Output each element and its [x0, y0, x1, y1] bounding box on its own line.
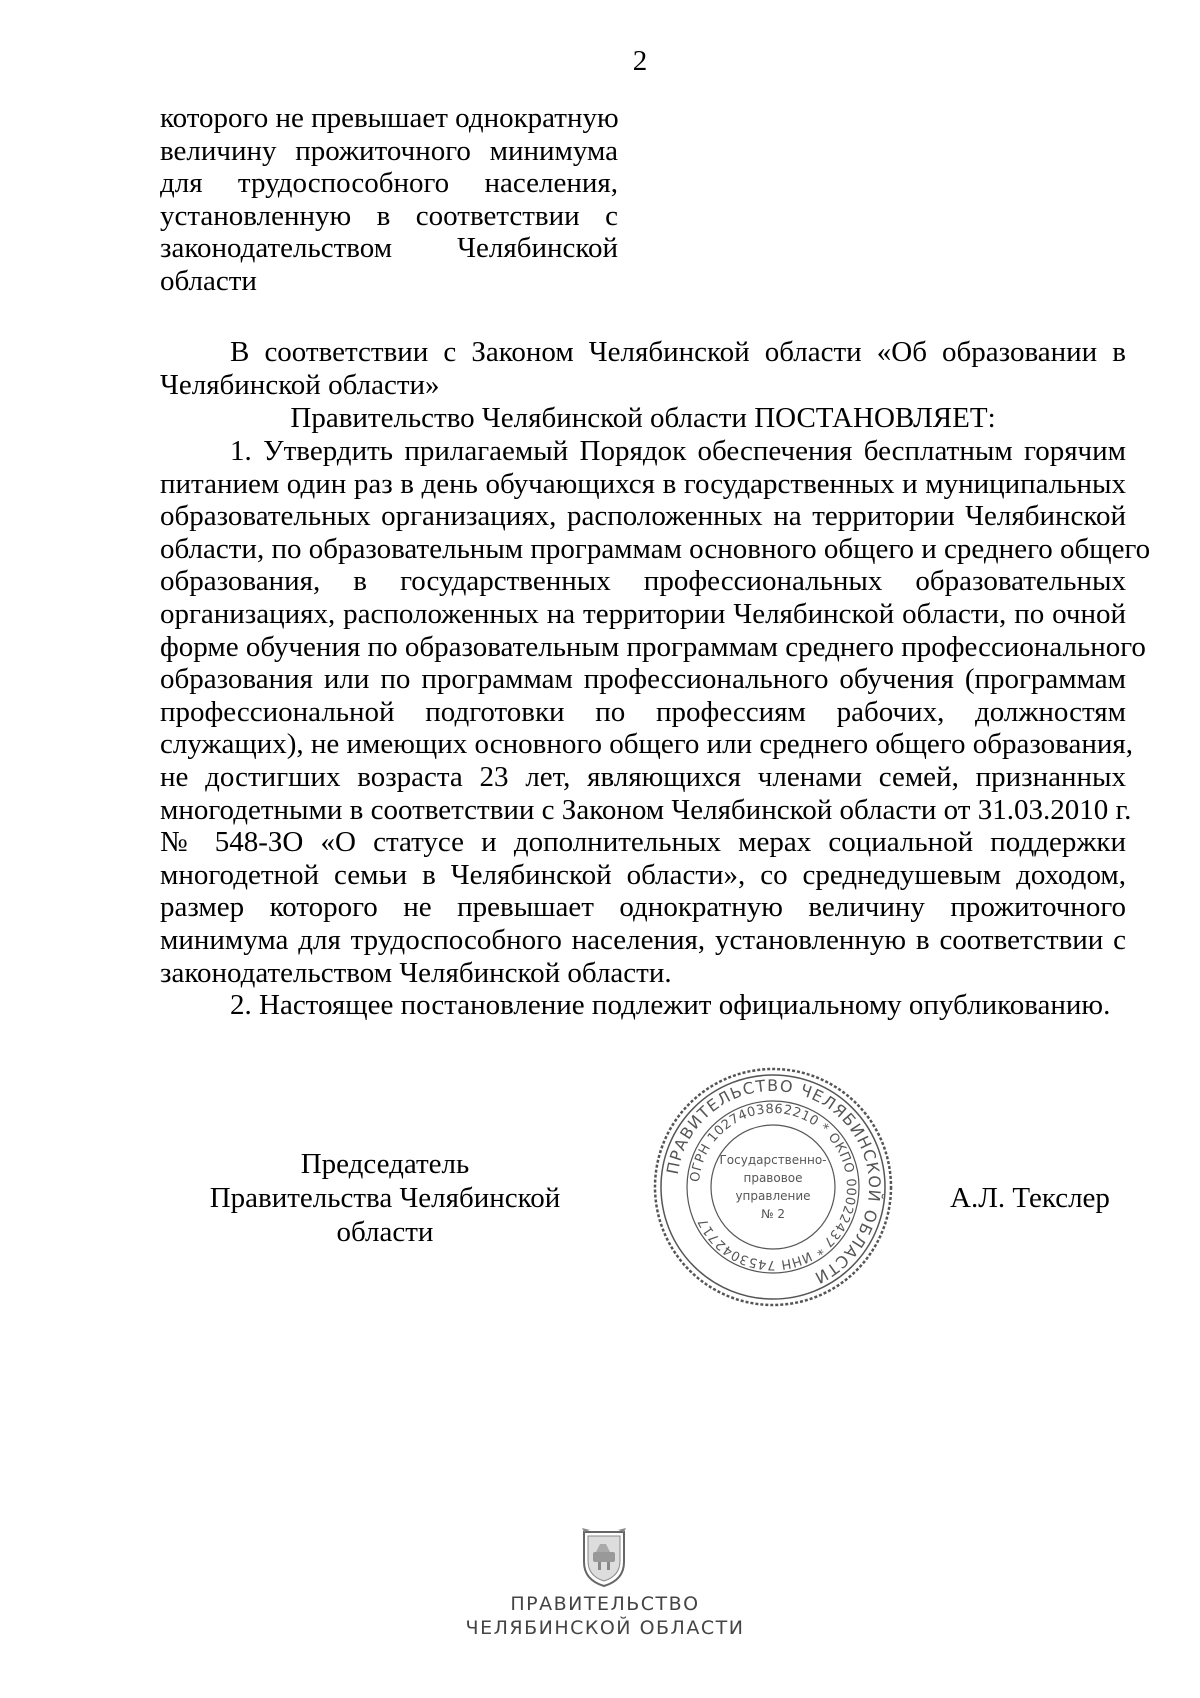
paragraph-line: 1. Утвердить прилагаемый Порядок обеспечения бесплатным горячим: [230, 435, 1126, 467]
paragraph-line: минимума для трудоспособного населения, установленную в соответствии с: [160, 923, 1126, 956]
footer-organization: [440, 1592, 770, 1640]
paragraph-line: образования или по программам профессионального обучения (программам: [160, 663, 1126, 696]
decree-statement: [160, 402, 1126, 435]
paragraph-line: питанием один раз в день обучающихся в государственных и муниципальных: [160, 467, 1126, 500]
paragraph-line: 2. Настоящее постановление подлежит официальному опубликованию.: [230, 989, 1111, 1021]
signatory-position-line: Председатель: [300, 1148, 470, 1180]
title-line: области: [160, 264, 257, 297]
preamble: [160, 336, 1126, 401]
paragraph-1: [160, 435, 1151, 989]
footer-line: ПРАВИТЕЛЬСТВО: [510, 1593, 700, 1615]
signatory-position: [160, 1147, 610, 1249]
seal-stamp-icon: [648, 1062, 898, 1312]
paragraph-line: № 548-ЗО «О статусе и дополнительных мерах социальной поддержки: [160, 826, 1126, 859]
document-title: [160, 102, 618, 298]
title-line: установленную в соответствии с: [160, 199, 618, 232]
seal-center-line: правовое: [743, 1171, 803, 1185]
paragraph-line: многодетной семьи в Челябинской области», со среднедушевым доходом,: [160, 858, 1126, 891]
paragraph-line: форме обучения по образовательным программам среднего профессионального: [160, 630, 1146, 663]
seal-center-line: управление: [735, 1189, 811, 1203]
seal-outer-textpath: ПРАВИТЕЛЬСТВО ЧЕЛЯБИНСКОЙ ОБЛАСТИ: [662, 1075, 885, 1288]
seal-center-line: № 2: [761, 1207, 785, 1221]
page-number: 2: [632, 45, 648, 77]
paragraph-line: не достигших возраста 23 лет, являющихся членами семей, признанных: [160, 760, 1126, 793]
paragraph-line: законодательством Челябинской области.: [160, 956, 672, 989]
signatory-name: А.Л. Текслер: [950, 1182, 1110, 1214]
seal-center-line: Государственно-: [719, 1153, 827, 1167]
seal-inner-text: [688, 1102, 858, 1272]
title-line: законодательством Челябинской: [160, 232, 618, 265]
title-line: для трудоспособного населения,: [160, 167, 618, 200]
paragraph-line: многодетными в соответствии с Законом Челябинской области от 31.03.2010 г.: [160, 793, 1132, 826]
signatory-position-line: Правительства Челябинской области: [209, 1182, 561, 1248]
coat-of-arms-graphic: [578, 1528, 630, 1590]
preamble-line: В соответствии с Законом Челябинской области «Об образовании в: [230, 336, 1126, 368]
paragraph-line: служащих), не имеющих основного общего или среднего общего образования,: [160, 728, 1133, 761]
paragraph-line: профессиональной подготовки по профессиям рабочих, должностям: [160, 695, 1126, 728]
seal-inner-textpath: ОГРН 1027403862210 * ОКПО 00022437 * ИНН 7453042717: [688, 1101, 859, 1273]
paragraph-line: организациях, расположенных на территории Челябинской области, по очной: [160, 597, 1126, 630]
paragraph-line: области, по образовательным программам основного общего и среднего общего: [160, 532, 1151, 565]
title-line: которого не превышает однократную: [160, 102, 619, 134]
official-seal: [648, 1062, 898, 1312]
coat-of-arms-icon: [578, 1528, 630, 1590]
paragraph-2: [160, 989, 1126, 1022]
title-line: величину прожиточного минимума: [160, 134, 618, 167]
paragraph-line: размер которого не превышает однократную величину прожиточного: [160, 891, 1126, 924]
decree-line: Правительство Челябинской области ПОСТАНОВЛЯЕТ:: [290, 402, 996, 434]
paragraph-line: образовательных организациях, расположенных на территории Челябинской: [160, 500, 1126, 533]
paragraph-line: образования, в государственных профессиональных образовательных: [160, 565, 1126, 598]
preamble-line: Челябинской области»: [160, 368, 440, 401]
footer-line: ЧЕЛЯБИНСКОЙ ОБЛАСТИ: [465, 1617, 745, 1639]
